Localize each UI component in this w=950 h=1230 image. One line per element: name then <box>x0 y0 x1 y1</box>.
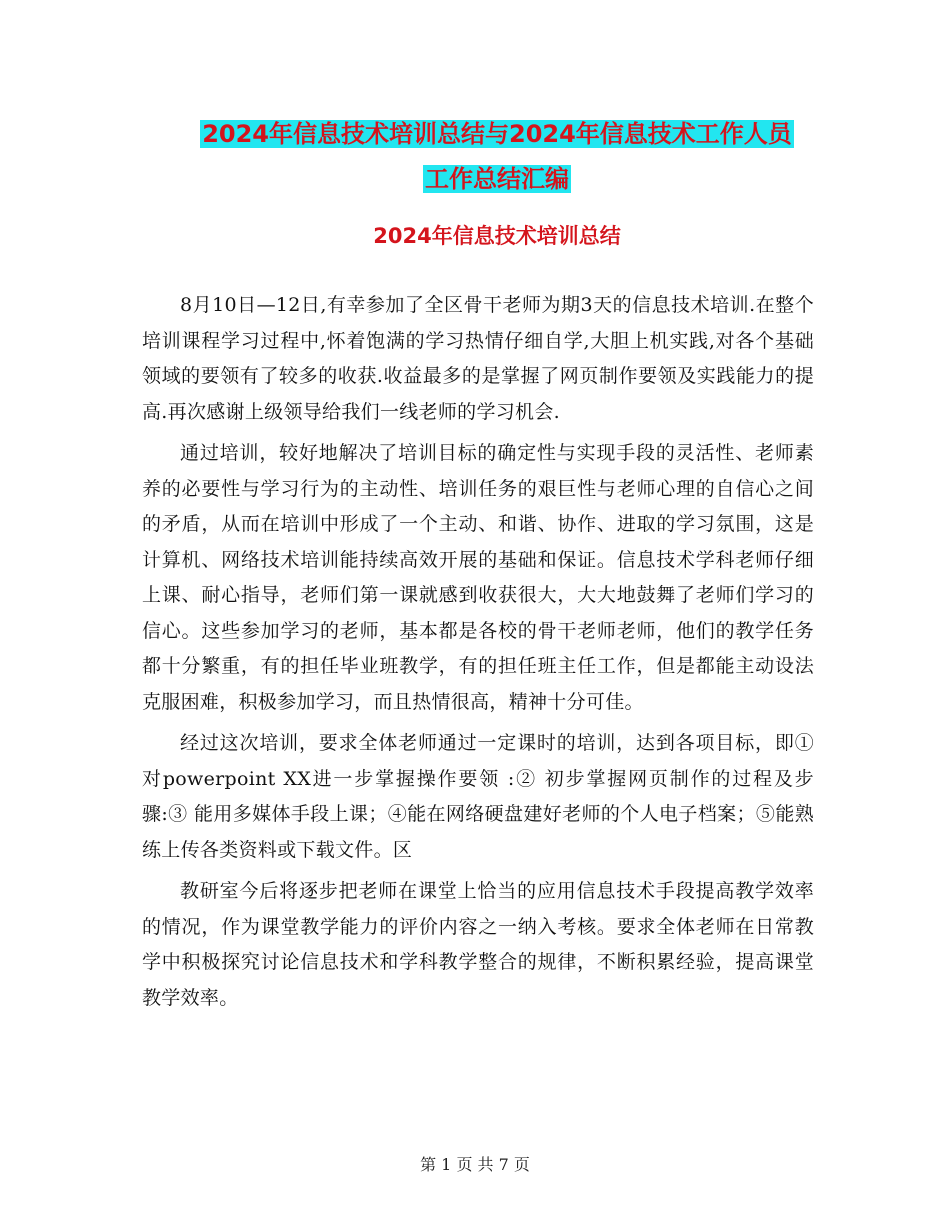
paragraph-2: 通过培训，较好地解决了培训目标的确定性与实现手段的灵活性、老师素养的必要性与学习行为的主动性、培训任务的艰巨性与老师心理的自信心之间的矛盾，从而在培训中形成了一个主动、和谐、协作、进取的学习氛围，这是计算机、网络技术培训能持续高效开展的基础和保证。信息技术学科老师仔细上课、耐心指导，老师们第一课就感到收获很大，大大地鼓舞了老师们学习的信心。这些参加学习的老师，基本都是各校的骨干老师老师，他们的教学任务都十分繁重，有的担任毕业班教学，有的担任班主任工作，但是都能主动设法克服困难，积极参加学习，而且热情很高，精神十分可佳。 <box>142 442 814 713</box>
document-title-line-1: 2024年信息技术培训总结与2024年信息技术工作人员 <box>202 120 792 148</box>
document-title-line-2: 工作总结汇编 <box>425 165 569 193</box>
paragraph-1: 8月10日—12日,有幸参加了全区骨干老师为期3天的信息技术培训.在整个培训课程学习过程中,怀着饱满的学习热情仔细自学,大胆上机实践,对各个基础领域的要领有了较多的收获.收益最多的是掌握了网页制作要领及实践能力的提高.再次感谢上级领导给我们一线老师的学习机会. <box>142 294 814 423</box>
section-title: 2024年信息技术培训总结 <box>373 224 621 248</box>
paragraph-4: 教研室今后将逐步把老师在课堂上恰当的应用信息技术手段提高教学效率的情况，作为课堂教学能力的评价内容之一纳入考核。要求全体老师在日常教学中积极探究讨论信息技术和学科教学整合的规律，不断积累经验，提高课堂教学效率。 <box>142 880 814 1009</box>
paragraph-3: 经过这次培训，要求全体老师通过一定课时的培训，达到各项目标，即①对powerpoint XX进一步掌握操作要领 :② 初步掌握网页制作的过程及步骤:③ 能用多媒体手段上课；④能在网络硬盘建好老师的个人电子档案；⑤能熟练上传各类资料或下载文件。区 <box>142 732 814 861</box>
page-number-footer: 第 1 页 共 7 页 <box>420 1155 530 1174</box>
document-body <box>142 288 814 1022</box>
document-title <box>140 112 854 202</box>
